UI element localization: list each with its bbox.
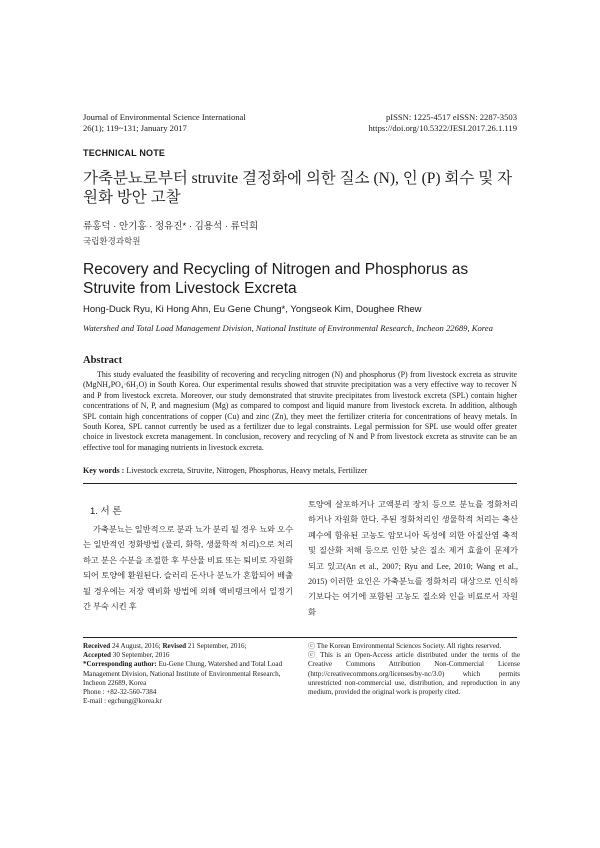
received-date: 24 August, 2016;: [111, 642, 161, 650]
journal-name: Journal of Environmental Science International: [83, 112, 246, 122]
footnote-right: [308, 642, 520, 697]
journal-volume: 26(1); 119~131; January 2017: [83, 123, 187, 133]
abstract-divider: [83, 483, 517, 484]
issn: pISSN: 1225-4517 eISSN: 2287-3503: [385, 112, 517, 122]
accepted-label: Accepted: [83, 651, 111, 660]
korean-affiliation: 국립환경과학원: [83, 236, 141, 246]
section-heading: 1. 서 론: [90, 506, 122, 517]
english-authors: Hong-Duck Ryu, Ki Hong Ahn, Eu Gene Chung*, Yongseok Kim, Doughee Rhew: [83, 304, 422, 315]
keywords: [83, 466, 517, 475]
corresponding-author: Eu-Gene Chung, Watershed and Total Load Management Division, National Institute of Environmental Research, Incheon 22689, Korea: [83, 660, 283, 687]
doi-link[interactable]: https://doi.org/10.5322/JESI.2017.26.1.119: [368, 123, 517, 133]
license: ⓒ This is an Open-Access article distributed under the terms of the Creative Commons Attribution Non-Commercial License (http://creativecommons.org/licenses/by-nc/3.0) which permits unrestricted non-commercial use, distribution, and reproduction in any medium, provided the original work is properly cited.: [308, 651, 520, 697]
copyright: ⓒ The Korean Environmental Sciences Society. All rights reserved.: [308, 642, 502, 650]
received-label: Received: [83, 642, 111, 650]
english-affiliation: Watershed and Total Load Management Division, National Institute of Environmental Research, Incheon 22689, Korea: [83, 323, 493, 333]
article-type: TECHNICAL NOTE: [83, 148, 166, 158]
corresponding-label: *Corresponding author:: [83, 660, 157, 669]
body-right-column: 토양에 살포하거나 고액분리 장치 등으로 분뇨를 정화처리 하거나 자원화 한다. 주된 정화처리인 생물학적 처리는 축산폐수에 함유된 고농도 암모니아 독성에 의한 아질산염 축적 및 질산화 저해 등으로 인한 낮은 질소 제거 효율이 문제가 되고 있고(An et al., 2007; Ryu and Lee, 2010; Wang et al., 2015) 이러한 요인은 가축분뇨를 정화처리 대상으로 인식하기보다는 여기에 포함된 고농도 질소와 인을 비료로서 자원화: [308, 500, 518, 617]
email[interactable]: E-mail : egchung@korea.kr: [83, 697, 162, 706]
korean-authors: 류홍덕 · 안기홍 · 정유진* · 김용석 · 류덕희: [83, 221, 259, 232]
korean-title: 가축분뇨로부터 struvite 결정화에 의한 질소 (N), 인 (P) 회수 및 자원화 방안 고찰: [83, 170, 513, 206]
keywords-label: Key words :: [83, 466, 125, 475]
footnote-left: [83, 642, 298, 706]
journal-ids: [267, 112, 517, 134]
english-title: Recovery and Recycling of Nitrogen and Phosphorus as Struvite from Livestock Excreta: [83, 261, 469, 297]
revised-label: Revised: [162, 642, 187, 650]
body-left-column: 가축분뇨는 일반적으로 분과 뇨가 분리 될 경우 뇨와 오수는 일반적인 정화방법 (물리, 화학, 생물학적 처리)으로 처리하고 분은 수분을 조절한 후 부산물 비료 또는 퇴비로 자원화 되어 토양에 환원된다. 슬러리 돈사나 분뇨가 혼합되어 배출될 경우에는 저장 액비화 방법에 의해 액비탱크에서 일정기간 부숙 시킨 후: [83, 525, 293, 612]
keywords-list: Livestock excreta, Struvite, Nitrogen, Phosphorus, Heavy metals, Fertilizer: [126, 466, 368, 475]
revised-date: 21 September, 2016;: [187, 642, 247, 650]
abstract-heading: Abstract: [83, 355, 123, 366]
phone: Phone : +82-32-560-7384: [83, 688, 157, 697]
accepted-date: 30 September, 2016: [112, 651, 170, 660]
footnote-divider: [83, 637, 517, 638]
abstract-text: This study evaluated the feasibility of recovering and recycling nitrogen (N) and phosphorus (P) from livestock excreta as struvite (MgNH₄PO₄·6H₂O) in South Korea. Our experimental results showed that struvite precipitation was a very effective way to recover N and P from livestock excreta. Moreover, our study demonstrated that struvite precipitates from livestock excreta (SPL) contain higher concentrations of N, P, and magnesium (Mg) as compared to compost and liquid manure from livestock excreta. In addition, although SPL contain high concentrations of copper (Cu) and zinc (Zn), they meet the fertilizer criteria for concentrations of heavy metals. In South Korea, SPL cannot currently be used as a fertilizer due to legal constraints. Legal permission for SPL use would offer greater choice in livestock excreta management. In conclusion, recovery and recycling of N and P from livestock excreta as struvite can be an effective tool for managing nutrients in livestock excreta.: [83, 370, 517, 452]
